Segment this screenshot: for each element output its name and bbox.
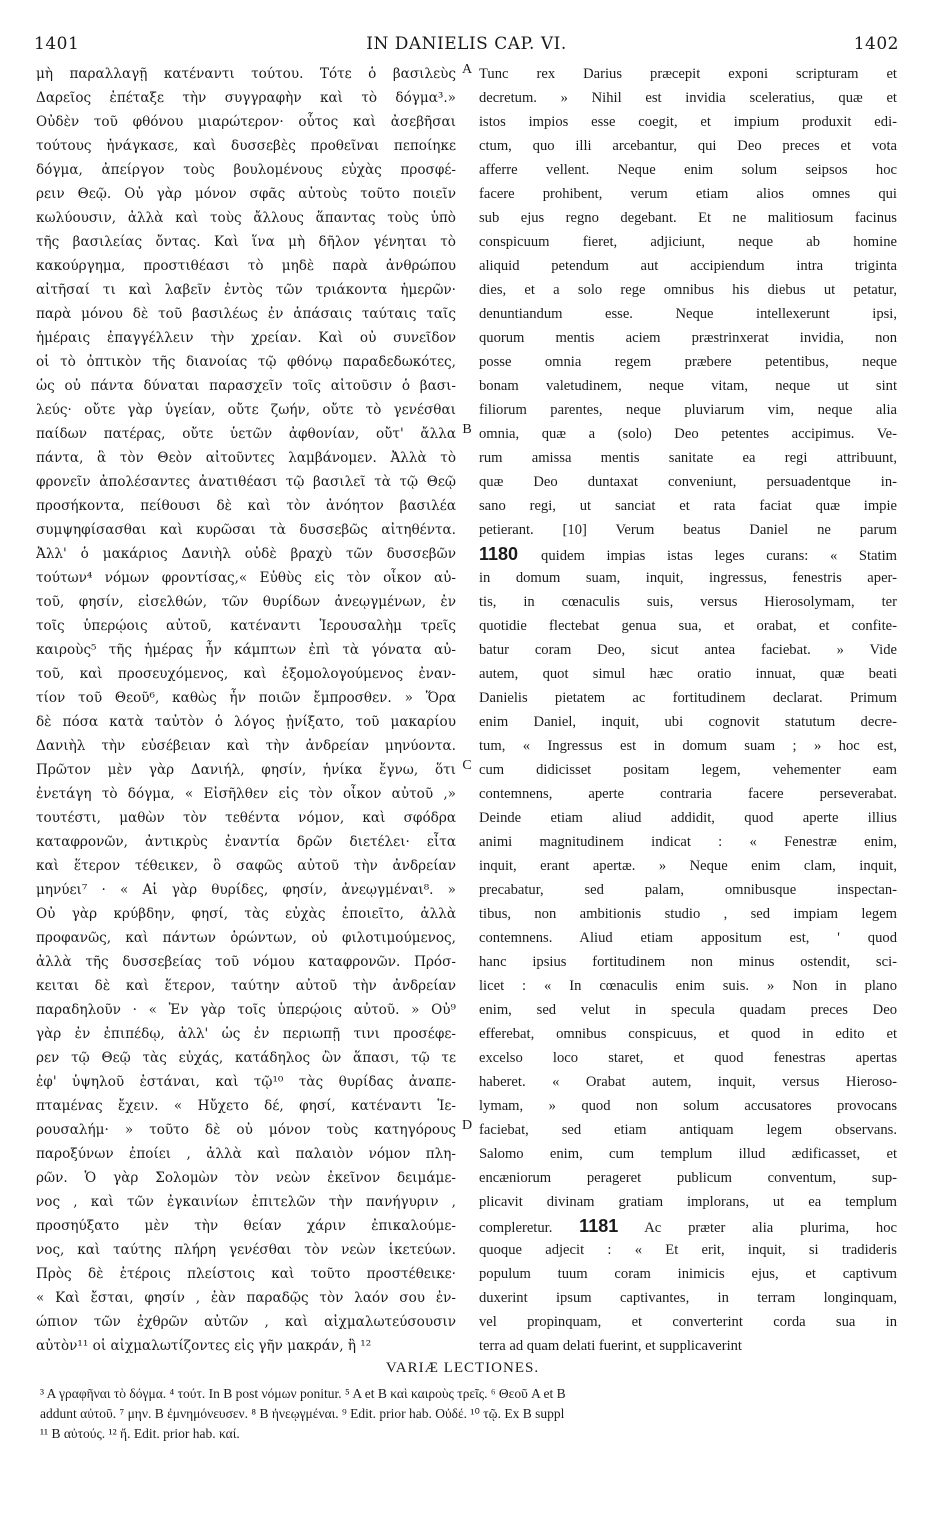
greek-text-line: παίδων πατέρας, οὔτε ὑετῶν ἀφθονίαν, οὔτ' ἄλλα	[36, 426, 456, 442]
greek-text-line: λεύς· οὔτε γὰρ ὑγείαν, οὔτε ζωήν, οὔτε τὸ γενέσθαι	[36, 402, 456, 418]
greek-text-line: Πρὸς δὲ ἑτέροις πλείστοις καὶ τοῦτο προστέθεικε·	[36, 1266, 456, 1282]
greek-text-line: πταμένας ἔχειν. « Ηὔχετο δέ, φησί, κατέναντι Ἱε-	[36, 1098, 456, 1114]
latin-text-line: lymam, » quod non solum accusatores provocans	[479, 1098, 897, 1114]
latin-text-line: tibus, non ambitionis studio , sed impiam legem	[479, 906, 897, 922]
latin-text-line: precabatur, sed palam, omnibusque inspectan-	[479, 882, 897, 898]
greek-text-line: ρειν Θεῷ. Οὐ γὰρ μόνον σφᾶς αὐτοὺς τοῦτο ποιεῖν	[36, 186, 456, 202]
latin-text-line: excelso loco staret, et quod fenestras apertas	[479, 1050, 897, 1066]
running-header	[34, 34, 899, 56]
greek-text-line: τοῦ, φησίν, εἰσελθών, τῶν θυρίδων ἀνεῳγμένων, ἐν	[36, 594, 456, 610]
latin-text-line: cum didicisset positam legem, vehementer eam	[479, 762, 897, 778]
latin-text-line: istos impios esse coegit, et impium produxit edi-	[479, 114, 897, 130]
latin-text-line: Tunc rex Darius præcepit exponi scripturam et	[479, 66, 897, 82]
left-column-number: 1401	[34, 34, 80, 54]
greek-text-line: ρεν τῷ Θεῷ τὰς εὐχάς, κατάδηλος ὢν ἅπασι, τῷ τε	[36, 1050, 456, 1066]
greek-text-line: Οὐδὲν τοῦ φθόνου μιαρώτερον· οὗτος καὶ ἀσεβῆσαι	[36, 114, 456, 130]
latin-text-line: hanc ipsius fortitudinem non minus ostendit, sci-	[479, 954, 897, 970]
right-column-number: 1402	[853, 34, 899, 54]
greek-text-line: καταφρονῶν, ἀντικρὺς ἐναντία δρῶν διετέλει· εἶτα	[36, 834, 456, 850]
latin-text-line: quotidie flectebat genua sua, et orabat, et confite-	[479, 618, 897, 634]
variant-reading-line: ¹¹ B αὐτούς. ¹² ἤ. Edit. prior hab. καί.	[40, 1426, 240, 1441]
latin-text-line: 1180 quidem impias istas leges curans: « Statim	[479, 544, 897, 564]
greek-text-line: τοῖς ὑπερῴοις αὐτοῦ, κατέναντι Ἱερουσαλὴμ τρεῖς	[36, 618, 456, 634]
greek-text-column	[36, 62, 456, 1358]
latin-text-line: quæ Deo duntaxat conveniunt, persuadentque in-	[479, 474, 897, 490]
greek-text-line: προσηύξατο μὲν τὴν θείαν χάριν ἐπικαλούμε-	[36, 1218, 456, 1234]
greek-text-line: Πρῶτον μὲν γὰρ Δανιήλ, φησίν, ἡνίκα ἔγνω, ὅτι	[36, 762, 456, 778]
latin-text-line: sub ejus regno degebant. Et ne malitiosum facinus	[479, 210, 897, 226]
latin-text-line: terra ad quam delati fuerint, et supplicaverint	[479, 1338, 742, 1354]
greek-text-line: τουτέστι, μαθὼν τὸν τεθέντα νόμον, καὶ σφόδρα	[36, 810, 456, 826]
greek-text-line: συμψηφίσασθαι καὶ κυρῶσαι τὰ δυσσεβῶς αἰτηθέντα.	[36, 522, 456, 538]
greek-text-line: αὐτὸν¹¹ οἱ αἰχμαλωτίζοντες εἰς γῆν μακράν, ἢ ¹²	[36, 1338, 372, 1354]
latin-text-line: filiorum parentes, neque pluviarum vim, neque alia	[479, 402, 897, 418]
latin-text-line: Deinde etiam aliud addidit, quod aperte illius	[479, 810, 897, 826]
greek-text-line: τίον τοῦ Θεοῦ⁶, καθὼς ἦν ποιῶν ἔμπροσθεν. » Ὅρα	[36, 690, 456, 706]
greek-text-line: τῆς βασιλείας ὄντας. Καὶ ἵνα μὴ δῆλον γένηται τὸ	[36, 234, 456, 250]
greek-text-line: Δαρεῖος ἐπέταξε τὴν συγγραφὴν καὶ τὸ δόγμα³.»	[36, 90, 456, 106]
latin-text-line: faciebat, sed etiam antiquam legem observans.	[479, 1122, 897, 1138]
greek-text-line: Δανιὴλ τὴν εὐσέβειαν καὶ τὴν ἀνδρείαν μηνύοντα.	[36, 738, 456, 754]
greek-text-line: φρονεῖν ἀπολέσαντες ἀνατιθέασι τῷ βασιλεῖ τὰ τῷ Θεῷ	[36, 474, 456, 490]
latin-text-line: compleretur. 1181 Ac præter alia plurima, hoc	[479, 1216, 897, 1236]
latin-text-line: plicavit divinam gratiam implorans, ut ea templum	[479, 1194, 897, 1210]
margin-letter-b: B	[462, 422, 472, 437]
greek-text-line: ἀλλὰ τῆς δυσσεβείας τοῦ νόμου καταφρονῶν. Πρόσ-	[36, 954, 456, 970]
greek-text-line: ρουσαλήμ· » τοῦτο δὲ οὐ μόνον τοὺς κατηγόρους	[36, 1122, 456, 1138]
latin-text-line: encæniorum perageret publicum conventum, sup-	[479, 1170, 897, 1186]
greek-text-line: γὰρ ἐν ἐπιπέδῳ, ἀλλ' ὡς ἐν περιωπῇ τινι προσέφε-	[36, 1026, 456, 1042]
greek-text-line: δὲ πόσα κατὰ ταὐτὸν ὁ λόγος ᾐνίξατο, τοῦ μακαρίου	[36, 714, 456, 730]
greek-text-line: οἱ τὸ ὀπτικὸν τῆς διανοίας τῷ φθόνῳ παραδεδωκότες,	[36, 354, 456, 370]
latin-text-line: decretum. » Nihil est invidia sceleratius, quæ et	[479, 90, 897, 106]
greek-text-line: ἐνετάγη τὸ δόγμα, « Εἰσῆλθεν εἰς τὸν οἶκον αὐτοῦ ,»	[36, 786, 456, 802]
greek-text-line: καιροὺς⁵ τῆς ἡμέρας ἦν κάμπτων ἐπὶ τὰ γόνατα αὐ-	[36, 642, 456, 658]
variae-lectiones-notes	[40, 1384, 890, 1444]
greek-text-line: ὡς οὐ πάντα δύναται παρασχεῖν τοῖς αἰτοῦσιν ὁ βασι-	[36, 378, 456, 394]
latin-text-line: in domum suam, inquit, ingressus, fenestris aper-	[479, 570, 897, 586]
greek-text-line: ρῶν. Ὁ γὰρ Σολομὼν τὸν νεὼν ἐκεῖνον δειμάμε-	[36, 1170, 456, 1186]
latin-text-line: batur coram Deo, sicut antea faciebat. » Vide	[479, 642, 897, 658]
latin-text-line: enim, sed velut in specula quadam preces Deo	[479, 1002, 897, 1018]
latin-text-line: inquit, erant apertæ. » Neque enim clam, inquit,	[479, 858, 897, 874]
latin-text-line: enim Daniel, inquit, ubi cognovit statutum decre-	[479, 714, 897, 730]
latin-text-line: ctum, quo illi arcebantur, qui Deo preces et vota	[479, 138, 897, 154]
latin-text-line: sano regi, ut sanciat et rata faciat quæ impie	[479, 498, 897, 514]
latin-text-line: denuntiandum esse. Neque intellexerunt ipsi,	[479, 306, 897, 322]
latin-text-line: duxerint ipsum captivantes, in terram longinquam,	[479, 1290, 897, 1306]
greek-text-line: πάντα, ἃ τὸν Θεὸν αἰτοῦντες λαμβάνομεν. Ἀλλὰ τὸ	[36, 450, 456, 466]
latin-text-line: omnia, quæ a (solo) Deo petentes accipimus. Ve-	[479, 426, 897, 442]
latin-text-line: autem, quot simul hæc oratio innuat, quæ beati	[479, 666, 897, 682]
greek-text-line: παροξύνων ἐποίει , ἀλλὰ καὶ παλαιὸν νόμον πλη-	[36, 1146, 456, 1162]
greek-text-line: « Καὶ ἔσται, φησίν , ἐὰν παραδῷς τὸν λαόν σου ἐν-	[36, 1290, 456, 1306]
greek-text-line: αἰτῆσαί τι καὶ λαβεῖν ἐντὸς τῶν τριάκοντα ἡμερῶν·	[36, 282, 456, 298]
variant-reading-line: ³ A γραφῆναι τὸ δόγμα. ⁴ τούτ. In B post νόμων ponitur. ⁵ A et B καὶ καιροὺς τρεῖς. ⁶ Θεοῦ A et B	[40, 1386, 566, 1401]
greek-text-line: ἡμέραις ἐπαγγέλλειν τὴν χρείαν. Καὶ οὐ συνεῖδον	[36, 330, 456, 346]
latin-text-column	[479, 62, 897, 1358]
greek-text-line: κειται δὲ καὶ ἕτερον, ταύτην αὐτοῦ τὴν ἀνδρείαν	[36, 978, 456, 994]
greek-text-line: δόγμα, ἀπείργον τοὺς βουλομένους εὐχὰς προσφέ-	[36, 162, 456, 178]
greek-text-line: προφανῶς, καὶ πάντων ὁρώντων, οὐ φιλοτιμούμενος,	[36, 930, 456, 946]
latin-text-line: licet : « In cœnaculis enim suis. » Non in plano	[479, 978, 897, 994]
greek-text-line: τούτων⁴ νόμων φροντίσας,« Εὐθὺς εἰς τὸν οἶκον αὐ-	[36, 570, 456, 586]
latin-text-line: vel propinquam, et converterint corda sua in	[479, 1314, 897, 1330]
greek-text-line: κωλύουσιν, ἀλλὰ καὶ τοὺς ἄλλους ἅπαντας τοὺς ὑπὸ	[36, 210, 456, 226]
latin-text-line: facere prohibent, verum etiam alios omnes qui	[479, 186, 897, 202]
latin-text-line: posse omnia regem præbere petentibus, neque	[479, 354, 897, 370]
latin-text-line: rum amissa mentis sanitate ea regi attribuunt,	[479, 450, 897, 466]
greek-text-line: παρὰ μόνου δὲ τοῦ βασιλέως ἐν ἁπάσαις ταύταις ταῖς	[36, 306, 456, 322]
greek-text-line: τούτους ἠνάγκασε, καὶ δυσσεβὲς προθεῖναι πεποίηκε	[36, 138, 456, 154]
latin-text-line: populum tuum coram inimicis ejus, et captivum	[479, 1266, 897, 1282]
latin-text-line: petierant. [10] Verum beatus Daniel ne parum	[479, 522, 897, 538]
latin-text-line: dies, et a solo rege omnibus his diebus ut petatur,	[479, 282, 897, 298]
margin-letter-a: A	[461, 62, 473, 77]
latin-text-line: aliquid petendum aut accipiendum intra triginta	[479, 258, 897, 274]
greek-text-line: νος , καὶ τῶν ἐγκαινίων ἐπιτελῶν τὴν πανήγυριν ,	[36, 1194, 456, 1210]
margin-letter-c: C	[462, 758, 472, 773]
migne-column-number: 1181	[579, 1216, 619, 1236]
latin-text-line: conspicuum fieret, adjiciunt, neque ab homine	[479, 234, 897, 250]
greek-text-line: Οὐ γὰρ κρύβδην, φησί, τὰς εὐχὰς ἐποιεῖτο, ἀλλὰ	[36, 906, 456, 922]
latin-text-line: quoque adjecit : « Et erit, inquit, si tradideris	[479, 1242, 897, 1258]
variant-reading-line: addunt αὐτοῦ. ⁷ μην. B ἐμνημόνευσεν. ⁸ B ἠνεῳγμέναι. ⁹ Edit. prior hab. Οὐδέ. ¹⁰ τῷ. Ex B suppl	[40, 1406, 565, 1421]
greek-text-line: νος, καὶ ταύτης πλήρη γενέσθαι τὸν νεὼν ἱκετεύων.	[36, 1242, 456, 1258]
latin-text-line: tum, « Ingressus est in domum suam ; » hoc est,	[479, 738, 897, 754]
migne-column-number: 1180	[479, 544, 542, 564]
latin-text-line: contemnens. Aliud etiam appositum est, ' quod	[479, 930, 897, 946]
latin-text-line: quorum mentis aciem præstrinxerat invidia, non	[479, 330, 897, 346]
greek-text-line: μὴ παραλλαγῇ κατέναντι τούτου. Τότε ὁ βασιλεὺς	[36, 66, 456, 82]
latin-text-line: Salomo enim, cum templum illud ædificasset, et	[479, 1146, 897, 1162]
latin-text-line: Danielis pietatem ac fortitudinem declarat. Primum	[479, 690, 897, 706]
latin-text-line: efferebat, omnibus conspicuus, et quod in edito et	[479, 1026, 897, 1042]
latin-text-line: tis, in cœnaculis suis, versus Hierosolymam, ter	[479, 594, 897, 610]
greek-text-line: μηνύει⁷ · « Αἱ γὰρ θυρίδες, φησίν, ἀνεῳγμέναι⁸. »	[36, 882, 456, 898]
latin-text-line: haberet. « Orabat autem, inquit, versus Hieroso-	[479, 1074, 897, 1090]
greek-text-line: προσήκοντα, πείθουσι δὲ καὶ τὸν ἀνόητον βασιλέα	[36, 498, 456, 514]
greek-text-line: ώπιον τῶν ἐχθρῶν αὐτῶν , καὶ αἰχμαλωτεύσουσιν	[36, 1314, 456, 1330]
latin-text-line: contemnens, aperte contraria facere perseverabat.	[479, 786, 897, 802]
greek-text-line: κακούργημα, προστιθέασι τὸ μηδὲ παρὰ ἀνθρώπου	[36, 258, 456, 274]
greek-text-line: ἐφ' ὑψηλοῦ ἑστάναι, καὶ τῷ¹⁰ τὰς θυρίδας ἀναπε-	[36, 1074, 456, 1090]
latin-text-line: bonam valetudinem, neque vitam, neque ut sint	[479, 378, 897, 394]
margin-letter-d: D	[461, 1118, 473, 1133]
greek-text-line: παραδηλοῦν · « Ἐν γὰρ τοῖς ὑπερῴοις αὐτοῦ. » Οὐ⁹	[36, 1002, 456, 1018]
running-title: IN DANIELIS CAP. VI.	[366, 34, 567, 54]
variae-lectiones-title: VARIÆ LECTIONES.	[385, 1360, 540, 1376]
greek-text-line: τοῦ, καὶ προσευχόμενος, καὶ ἐξομολογούμενος ἐναν-	[36, 666, 456, 682]
greek-text-line: καὶ ἕτερον τέθεικεν, ὃ σαφῶς αὐτοῦ τὴν ἀνδρείαν	[36, 858, 456, 874]
latin-text-line: animi magnitudinem indicat : « Fenestræ enim,	[479, 834, 897, 850]
latin-text-line: afferre vellent. Neque enim solum seipsos hoc	[479, 162, 897, 178]
greek-text-line: Ἀλλ' ὁ μακάριος Δανιὴλ οὐδὲ βραχὺ τῶν δυσσεβῶν	[36, 546, 456, 562]
